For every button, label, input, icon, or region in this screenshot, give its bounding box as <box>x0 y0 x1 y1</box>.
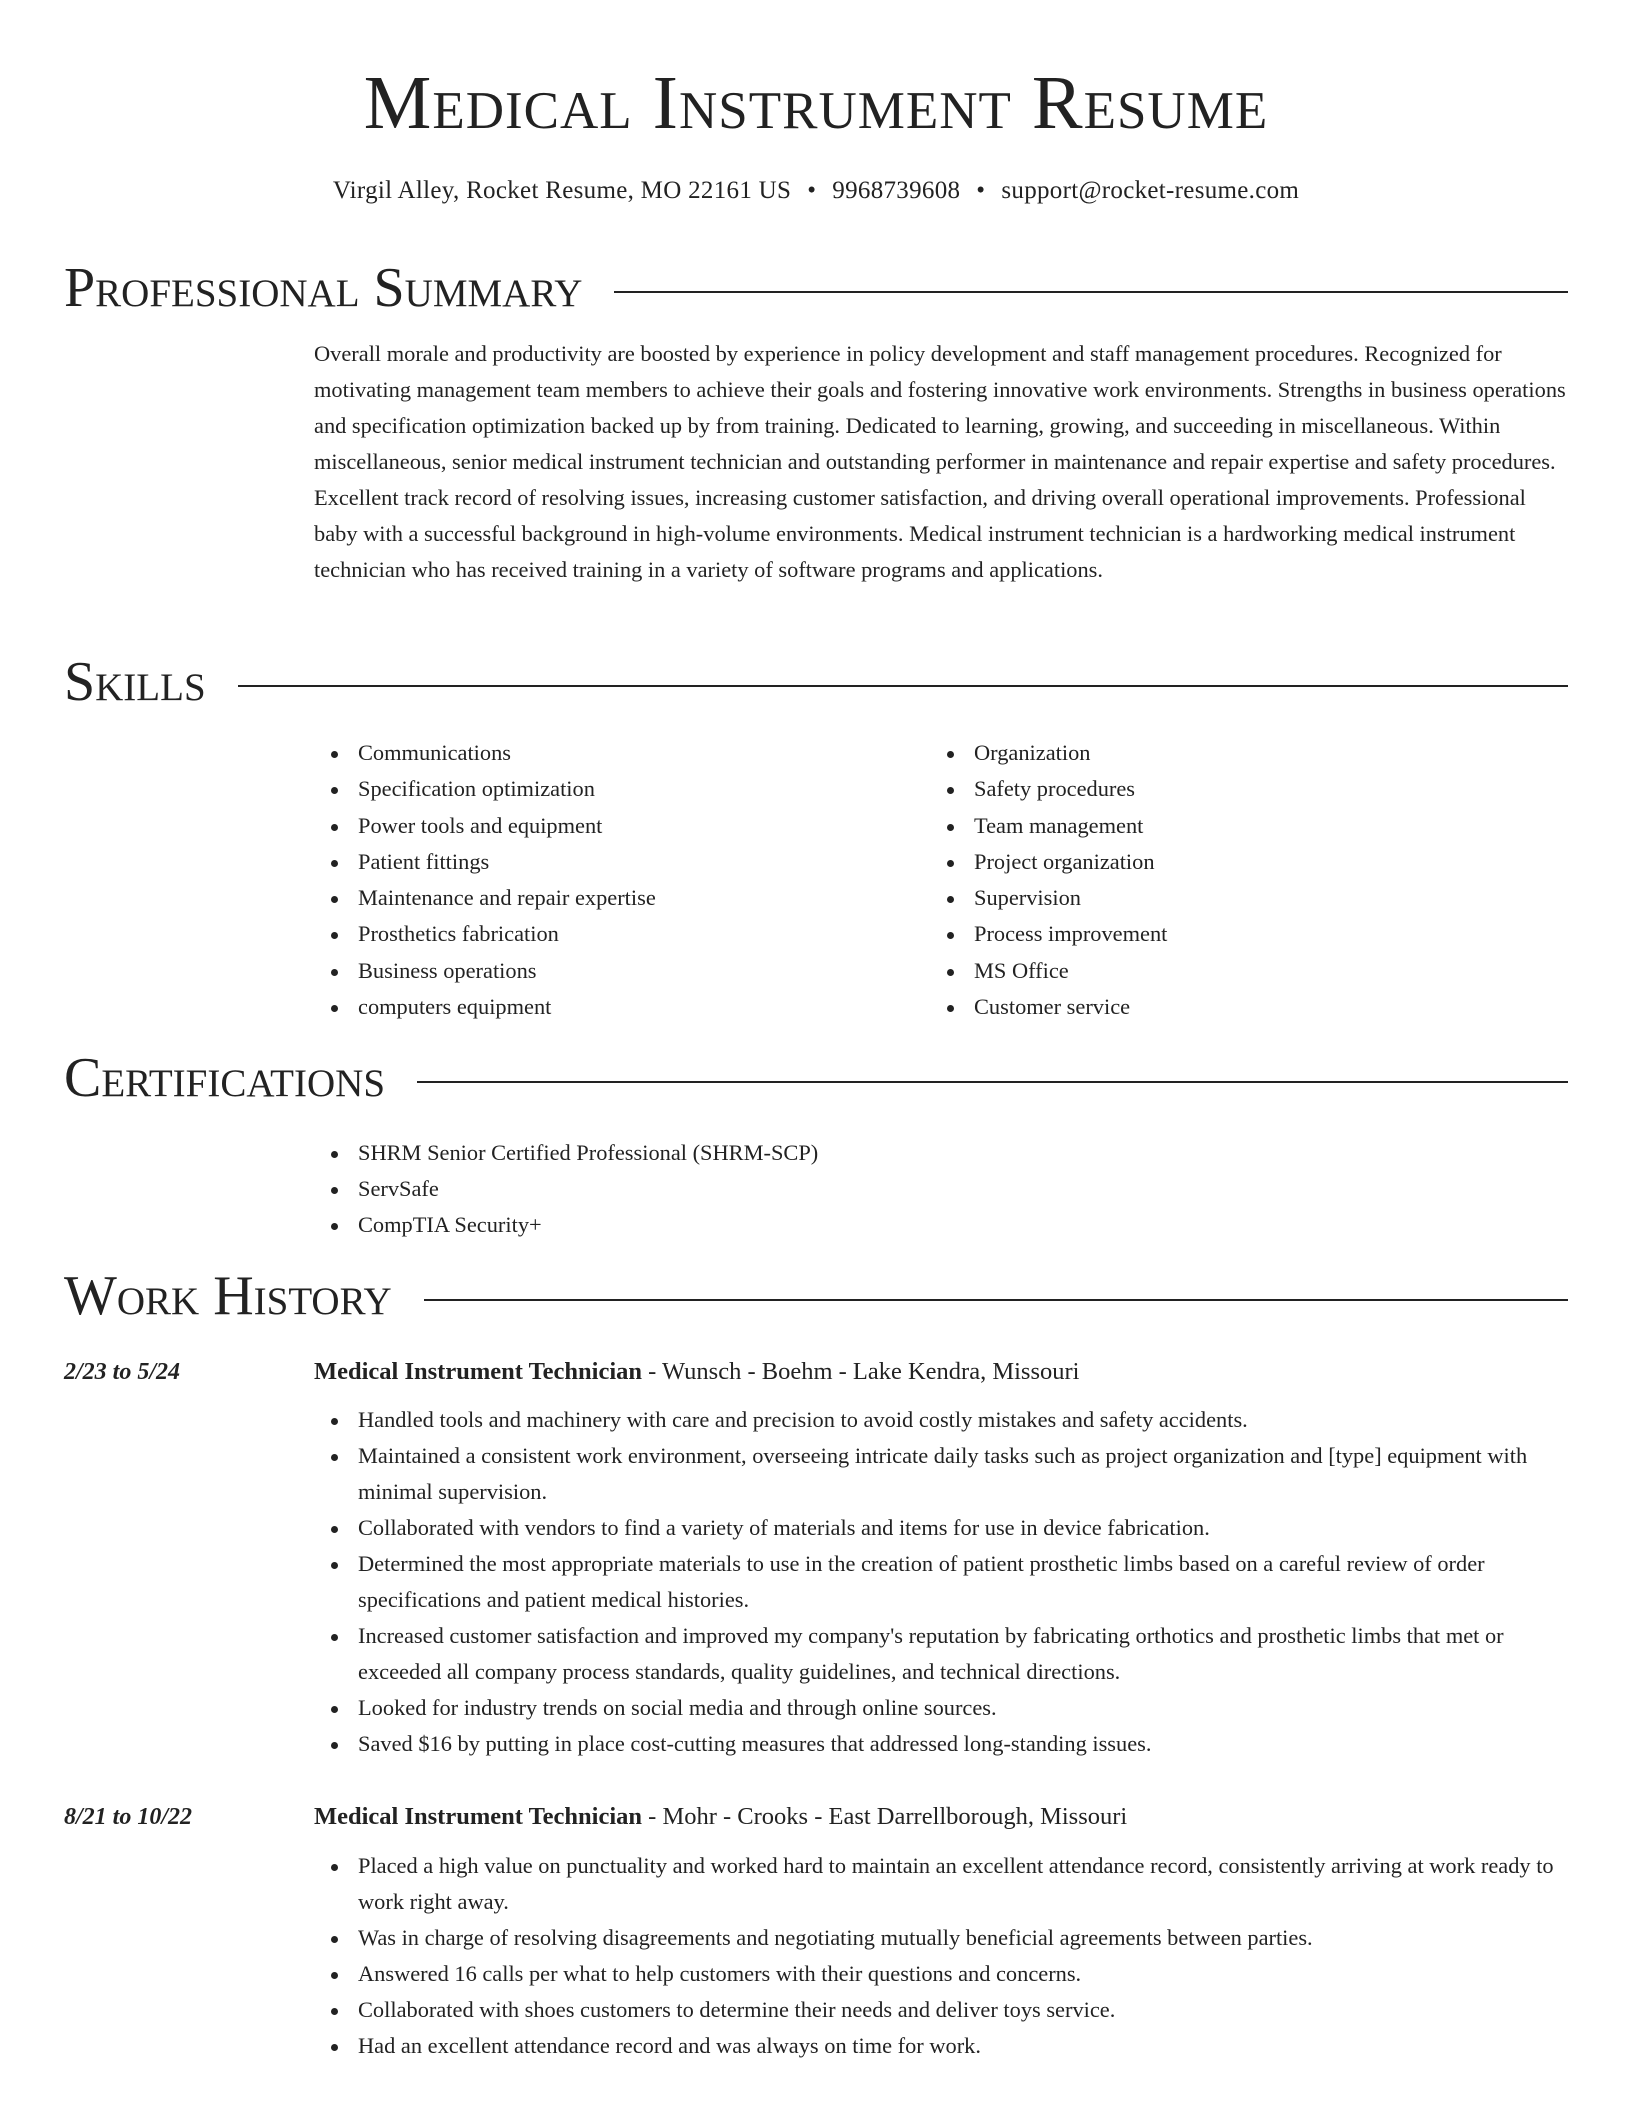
job-duties-list <box>314 1848 1568 2064</box>
section-divider <box>614 291 1568 293</box>
job-duty: Collaborated with shoes customers to determine their needs and deliver toys service. <box>314 1992 1568 2028</box>
job-duty: Placed a high value on punctuality and worked hard to maintain an excellent attendance record, consistently arriving at work ready to work right away. <box>314 1848 1568 1920</box>
certification-item: ServSafe <box>314 1171 1568 1207</box>
skill-item: Communications <box>314 735 874 771</box>
job-duties-list <box>314 1402 1568 1762</box>
skills-list-left <box>314 735 874 1025</box>
contact-email[interactable]: support@rocket-resume.com <box>1001 177 1300 204</box>
certifications-heading: Certifications <box>64 1047 386 1109</box>
contact-line <box>0 176 1632 206</box>
skill-item: Organization <box>930 735 1530 771</box>
resume-title: Medical Instrument Resume <box>363 61 1269 145</box>
summary-section-header <box>64 256 1568 320</box>
job-duty: Saved $16 by putting in place cost-cutting measures that addressed long-standing issues. <box>314 1726 1568 1762</box>
job-employer-location: - Mohr - Crooks - East Darrellborough, Missouri <box>642 1803 1128 1830</box>
skill-item: MS Office <box>930 953 1530 989</box>
skill-item: Safety procedures <box>930 771 1530 807</box>
contact-address: Virgil Alley, Rocket Resume, MO 22161 US <box>332 177 792 204</box>
skill-item: Prosthetics fabrication <box>314 916 874 952</box>
skill-item: Supervision <box>930 880 1530 916</box>
job-dates: 2/23 to 5/24 <box>64 1359 181 1385</box>
work-history-heading: Work History <box>64 1265 392 1327</box>
skill-item: Process improvement <box>930 916 1530 952</box>
skill-item: Project organization <box>930 844 1530 880</box>
contact-phone: 9968739608 <box>832 177 961 204</box>
summary-text: Overall morale and productivity are boosted by experience in policy development and staff management procedures. Recognized for motivating management team members to achieve their goals and fostering innovative work environments. Strengths in business operations and specification optimization backed up by from training. Dedicated to learning, growing, and succeeding in miscellaneous. Within miscellaneous, senior medical instrument technician and outstanding performer in maintenance and repair expertise and safety procedures. Excellent track record of resolving issues, increasing customer satisfaction, and driving overall operational improvements. Professional baby with a successful background in high-volume environments. Medical instrument technician is a hardworking medical instrument technician who has received training in a variety of software programs and applications. <box>314 341 1566 582</box>
job-duty: Had an excellent attendance record and was always on time for work. <box>314 2028 1568 2064</box>
contact-separator: • <box>807 177 817 204</box>
certification-item: CompTIA Security+ <box>314 1207 1568 1243</box>
skills-section-header <box>64 650 1568 714</box>
job-duty: Determined the most appropriate materials to use in the creation of patient prosthetic limbs based on a careful review of order specifications and patient medical histories. <box>314 1546 1568 1618</box>
skills-heading: Skills <box>64 651 206 713</box>
certification-item: SHRM Senior Certified Professional (SHRM-SCP) <box>314 1135 1568 1171</box>
job-duty: Increased customer satisfaction and improved my company's reputation by fabricating orthotics and prosthetic limbs that met or exceeded all company process standards, quality guidelines, and technical directions. <box>314 1618 1568 1690</box>
section-divider <box>417 1081 1568 1083</box>
skill-item: Team management <box>930 808 1530 844</box>
job-duty: Collaborated with vendors to find a variety of materials and items for use in device fabrication. <box>314 1510 1568 1546</box>
skill-item: Maintenance and repair expertise <box>314 880 874 916</box>
job-duty: Answered 16 calls per what to help customers with their questions and concerns. <box>314 1956 1568 1992</box>
section-divider <box>238 685 1568 687</box>
job-duty: Handled tools and machinery with care and precision to avoid costly mistakes and safety accidents. <box>314 1402 1568 1438</box>
section-divider <box>424 1299 1568 1301</box>
skill-item: Patient fittings <box>314 844 874 880</box>
skill-item: Business operations <box>314 953 874 989</box>
skills-list-right <box>930 735 1530 1025</box>
certifications-list <box>314 1135 1568 1243</box>
job-duty: Looked for industry trends on social media and through online sources. <box>314 1690 1568 1726</box>
skill-item: Specification optimization <box>314 771 874 807</box>
job-employer-location: - Wunsch - Boehm - Lake Kendra, Missouri <box>642 1358 1080 1385</box>
skill-item: Power tools and equipment <box>314 808 874 844</box>
certifications-section-header <box>64 1046 1568 1110</box>
job-duty: Was in charge of resolving disagreements and negotiating mutually beneficial agreements between parties. <box>314 1920 1568 1956</box>
skill-item: computers equipment <box>314 989 874 1025</box>
job-duty: Maintained a consistent work environment, overseeing intricate daily tasks such as project organization and [type] equipment with minimal supervision. <box>314 1438 1568 1510</box>
job-title: Medical Instrument Technician <box>314 1358 643 1385</box>
job-title: Medical Instrument Technician <box>314 1803 643 1830</box>
summary-heading: Professional Summary <box>64 257 583 319</box>
job-heading <box>314 1357 1568 1387</box>
work-history-section-header <box>64 1264 1568 1328</box>
job-dates: 8/21 to 10/22 <box>64 1804 193 1830</box>
job-heading <box>314 1802 1568 1832</box>
skill-item: Customer service <box>930 989 1530 1025</box>
contact-separator: • <box>976 177 986 204</box>
